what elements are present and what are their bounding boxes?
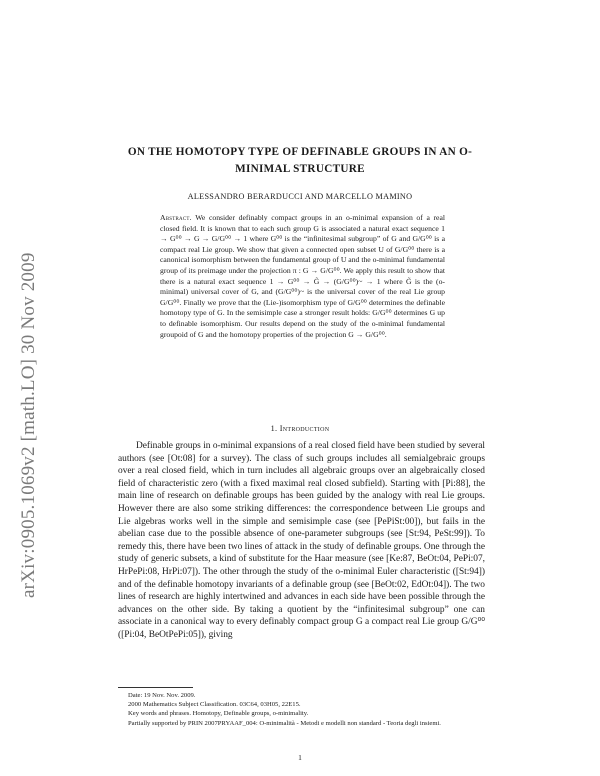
footnote-msc: 2000 Mathematics Subject Classification. 03C64, 03H05, 22E15. — [128, 701, 301, 709]
footnote-date: Date: 19 Nov. Nov. 2009. — [128, 692, 196, 699]
section-number: 1. — [270, 424, 278, 433]
intro-paragraph: Definable groups in o-minimal expansions of a real closed field have been studied by several authors (see [Ot:08] for a survey). The class of such groups includes all semialgebraic groups over a real closed field, which in turn includes all algebraic groups over an algebraically closed field of characteristic zero (with a fixed maximal real closed subfield). Starting with [Pi:88], the main line of research on definable groups has been guided by the analogy with real Lie groups. However there are also some striking differences: the correspondence between Lie groups and Lie algebras works well in the simple and semisimple case (see [PePiSt:00]), but fails in the abelian case due to the possible absence of one-parameter subgroups (see [St:94, PeSt:99]). To remedy this, there have been two lines of attack in the study of definable groups. One through the study of generic subsets, a kind of substitute for the Haar measure (see [Ke:87, BeOt:04, PePi:07, HrPePi:08, HrPi:07]). The other through the study of the o-minimal Euler characteristic ([St:94]) and of the definable homotopy invariants of a definable group (see [BeOt:02, EdOt:04]). The two lines of research are highly intertwined and advances in each side have been possible through the advances on the other side. By taking a quotient by the “infinitesimal subgroup” one can associate in a canonical way to every definably compact group G a compact real Lie group G/G⁰⁰ ([Pi:04, BeOtPePi:05]), giving — [118, 441, 485, 640]
footnote-keywords: Key words and phrases. Homotopy, Definable groups, o-minimality. — [128, 710, 309, 718]
abstract-text: We consider definably compact groups in an o-minimal expansion of a real closed field. It is known that to each such group G is associated a natural exact sequence 1 → G⁰⁰ → G → G/G⁰⁰ → 1 where G⁰⁰ is the “infinitesimal subgroup” of G and G/G⁰⁰ is a compact real Lie group. We show that given a connected open subset U of G/G⁰⁰ there is a canonical isomorphism between the fundamental group of U and the o-minimal fundamental group of its preimage under the projection π : G → G/G⁰⁰. We apply this result to show that there is a natural exact sequence 1 → G⁰⁰ → G̃ → (G/G⁰⁰)~ → 1 where G̃ is the (o-minimal) universal cover of G, and (G/G⁰⁰)~ is the universal cover of the real Lie group G/G⁰⁰. Finally we prove that the (Lie-)isomorphism type of G/G⁰⁰ determines the definable homotopy type of G. In the semisimple case a stronger result holds: G/G⁰⁰ determines G up to definable isomorphism. Our results depend on the study of the o-minimal fundamental groupoid of G and the homotopy properties of the projection G → G/G⁰⁰. — [160, 213, 446, 339]
footnote-support: Partially supported by PRIN 2007PRYAAF_004: O-minimalità - Metodi e modelli non standard - Teoria degli insiemi. — [128, 719, 441, 727]
section-heading — [120, 424, 480, 433]
section-title: Introduction — [279, 424, 330, 433]
page-number: 1 — [298, 753, 302, 762]
paper-authors: ALESSANDRO BERARDUCCI AND MARCELLO MAMINO — [187, 192, 413, 201]
arxiv-identifier: arXiv:0905.1069v2 [math.LO] 30 Nov 2009 — [18, 252, 39, 598]
abstract — [160, 213, 445, 340]
paper-title: ON THE HOMOTOPY TYPE OF DEFINABLE GROUPS IN AN O-MINIMAL STRUCTURE — [127, 146, 473, 175]
footnotes — [118, 691, 485, 728]
footnote-divider — [118, 687, 193, 688]
abstract-label: Abstract. — [160, 213, 192, 222]
